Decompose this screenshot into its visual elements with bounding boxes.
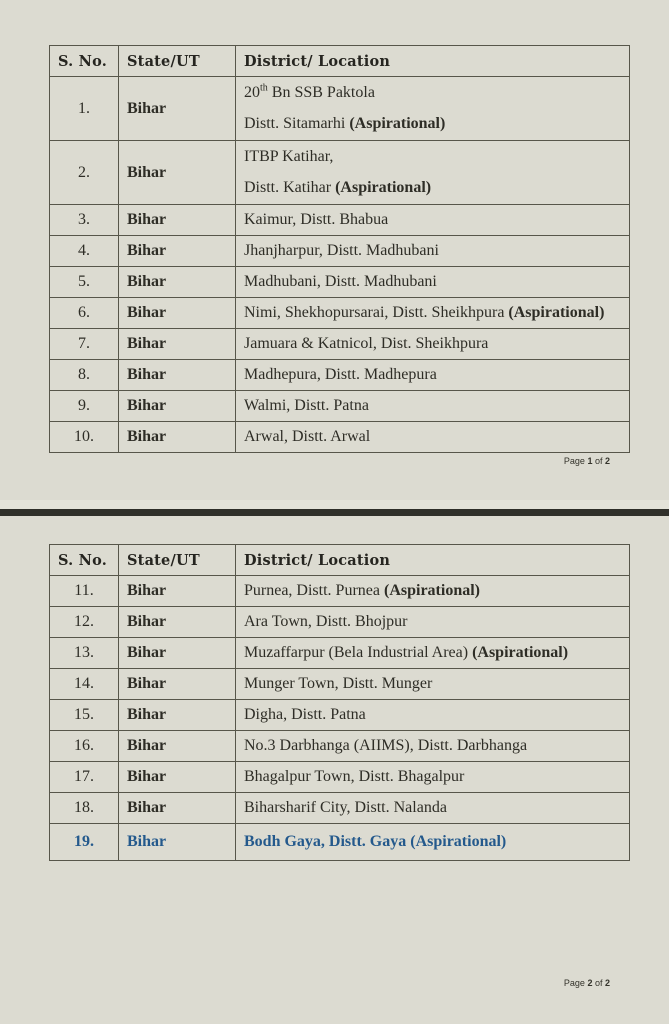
table-row <box>50 669 630 700</box>
table-row <box>50 576 630 607</box>
district-location-cell: ITBP Katihar, Distt. Katihar (Aspirational) <box>236 141 630 205</box>
state-cell: Bihar <box>119 793 236 824</box>
table-row <box>50 731 630 762</box>
district-location-cell: Nimi, Shekhopursarai, Distt. Sheikhpura (Aspirational) <box>236 298 630 329</box>
serial-number-cell: 8. <box>50 360 119 391</box>
table-header <box>50 46 630 77</box>
column-header-sno: S. No. <box>50 545 119 576</box>
table-row <box>50 762 630 793</box>
state-cell: Bihar <box>119 638 236 669</box>
state-cell: Bihar <box>119 298 236 329</box>
page-1 <box>0 0 669 500</box>
district-location-cell: Munger Town, Distt. Munger <box>236 669 630 700</box>
state-cell: Bihar <box>119 267 236 298</box>
page-edge-highlight <box>0 500 669 509</box>
district-location-cell: Bodh Gaya, Distt. Gaya (Aspirational) <box>236 824 630 861</box>
state-cell: Bihar <box>119 77 236 141</box>
serial-number-cell: 5. <box>50 267 119 298</box>
table-row <box>50 298 630 329</box>
district-location-cell: Kaimur, Distt. Bhabua <box>236 205 630 236</box>
table-row <box>50 391 630 422</box>
district-location-cell: Walmi, Distt. Patna <box>236 391 630 422</box>
table-row <box>50 793 630 824</box>
column-header-district: District/ Location <box>236 545 630 576</box>
state-cell: Bihar <box>119 360 236 391</box>
table-body <box>50 77 630 453</box>
state-cell: Bihar <box>119 669 236 700</box>
state-cell: Bihar <box>119 391 236 422</box>
serial-number-cell: 6. <box>50 298 119 329</box>
table-row <box>50 267 630 298</box>
table-body <box>50 576 630 861</box>
serial-number-cell: 11. <box>50 576 119 607</box>
district-location-cell: Arwal, Distt. Arwal <box>236 422 630 453</box>
state-cell: Bihar <box>119 236 236 267</box>
serial-number-cell: 1. <box>50 77 119 141</box>
district-location-cell: No.3 Darbhanga (AIIMS), Distt. Darbhanga <box>236 731 630 762</box>
table-header <box>50 545 630 576</box>
state-cell: Bihar <box>119 141 236 205</box>
state-cell: Bihar <box>119 607 236 638</box>
serial-number-cell: 9. <box>50 391 119 422</box>
table-row <box>50 329 630 360</box>
state-cell: Bihar <box>119 824 236 861</box>
serial-number-cell: 13. <box>50 638 119 669</box>
serial-number-cell: 7. <box>50 329 119 360</box>
table-row <box>50 77 630 141</box>
district-location-cell: Bhagalpur Town, Distt. Bhagalpur <box>236 762 630 793</box>
page-divider <box>0 509 669 516</box>
district-location-cell: 20th Bn SSB Paktola Distt. Sitamarhi (Aspirational) <box>236 77 630 141</box>
table-page-2 <box>49 544 630 861</box>
table-row <box>50 205 630 236</box>
state-cell: Bihar <box>119 576 236 607</box>
serial-number-cell: 14. <box>50 669 119 700</box>
state-cell: Bihar <box>119 329 236 360</box>
serial-number-cell: 19. <box>50 824 119 861</box>
serial-number-cell: 15. <box>50 700 119 731</box>
table-page-1 <box>49 45 630 453</box>
state-cell: Bihar <box>119 762 236 793</box>
serial-number-cell: 4. <box>50 236 119 267</box>
table-row <box>50 236 630 267</box>
page-number-footer: Page 2 of 2 <box>563 978 610 988</box>
state-cell: Bihar <box>119 205 236 236</box>
column-header-sno: S. No. <box>50 46 119 77</box>
district-location-cell: Jhanjharpur, Distt. Madhubani <box>236 236 630 267</box>
district-location-cell: Ara Town, Distt. Bhojpur <box>236 607 630 638</box>
serial-number-cell: 3. <box>50 205 119 236</box>
header-row <box>50 545 630 576</box>
table-row <box>50 141 630 205</box>
column-header-district: District/ Location <box>236 46 630 77</box>
state-cell: Bihar <box>119 731 236 762</box>
table-row <box>50 700 630 731</box>
district-location-cell: Madhepura, Distt. Madhepura <box>236 360 630 391</box>
serial-number-cell: 17. <box>50 762 119 793</box>
column-header-state: State/UT <box>119 545 236 576</box>
district-location-cell: Muzaffarpur (Bela Industrial Area) (Aspirational) <box>236 638 630 669</box>
district-location-cell: Biharsharif City, Distt. Nalanda <box>236 793 630 824</box>
table-row <box>50 607 630 638</box>
serial-number-cell: 18. <box>50 793 119 824</box>
table-row <box>50 638 630 669</box>
table-row <box>50 824 630 861</box>
serial-number-cell: 2. <box>50 141 119 205</box>
column-header-state: State/UT <box>119 46 236 77</box>
table-row <box>50 422 630 453</box>
district-location-cell: Purnea, Distt. Purnea (Aspirational) <box>236 576 630 607</box>
page-number-footer: Page 1 of 2 <box>563 456 610 466</box>
page-2 <box>0 516 669 1024</box>
serial-number-cell: 12. <box>50 607 119 638</box>
serial-number-cell: 10. <box>50 422 119 453</box>
state-cell: Bihar <box>119 700 236 731</box>
district-location-cell: Madhubani, Distt. Madhubani <box>236 267 630 298</box>
table-row <box>50 360 630 391</box>
header-row <box>50 46 630 77</box>
serial-number-cell: 16. <box>50 731 119 762</box>
district-location-cell: Digha, Distt. Patna <box>236 700 630 731</box>
district-location-cell: Jamuara & Katnicol, Dist. Sheikhpura <box>236 329 630 360</box>
state-cell: Bihar <box>119 422 236 453</box>
